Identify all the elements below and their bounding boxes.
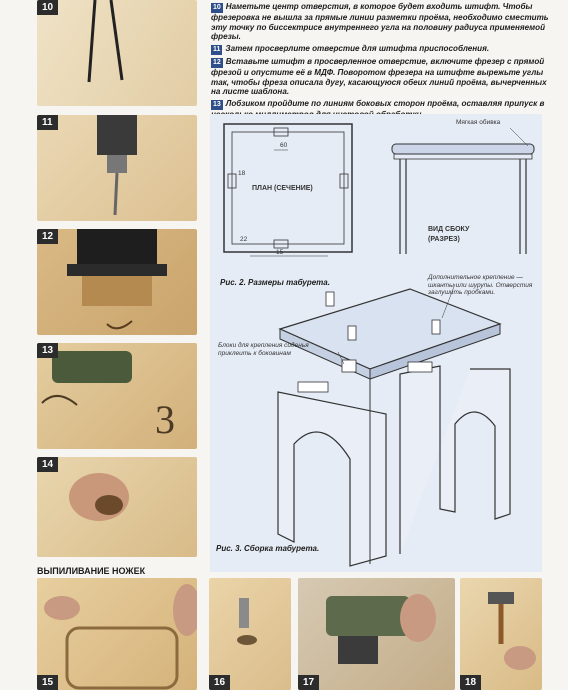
soft-cover-label: Мягкая обивка [456,119,501,126]
fig3-note-top: Дополнительное крепление — шканты или шурупы. Отверстия заглушить пробками. [428,274,533,296]
drill-bit-icon [209,578,291,690]
step-badge: 18 [460,675,481,690]
plan-label: ПЛАН (СЕЧЕНИЕ) [252,185,313,192]
drawing-panel [210,114,542,572]
step-badge: 12 [37,229,58,244]
jigsaw-icon [298,578,455,690]
step-badge: 11 [37,115,58,130]
side-label-2: (РАЗРЕЗ) [428,236,460,243]
photo-step-10 [37,0,197,106]
step-badge: 17 [298,675,319,690]
photo-step-14 [37,457,197,557]
jigsaw-icon [37,343,197,449]
section-title: ВЫПИЛИВАНИЕ НОЖЕК [37,566,146,576]
dim-label: 22 [240,236,248,243]
hands-icon [37,578,197,690]
fig2-caption: Рис. 2. Размеры табурета. [220,278,330,287]
photo-step-13 [37,343,197,449]
step-badge: 13 [37,343,58,358]
step-badge: 16 [209,675,230,690]
photo-step-18 [460,578,542,690]
photo-step-11 [37,115,197,221]
sanding-icon [37,457,197,557]
photo-step-17 [298,578,455,690]
photo-step-15 [37,578,197,690]
photo-step-16 [209,578,291,690]
hammer-icon [460,578,542,690]
step-badge: 14 [37,457,58,472]
fig3-caption: Рис. 3. Сборка табурета. [216,544,320,553]
divider-tool-icon [37,0,197,106]
instruction-11: 11 Затем просверлите отверстие для штифта приспособления. [213,44,490,54]
step-badge: 15 [37,675,58,690]
svg-text:3: 3 [155,397,175,442]
instruction-10: 10 Наметьте центр отверстия, в которое будет входить штифт. Чтобы фрезеровка не вышла за прямые линии разметки проёма, необходимо сместить эту точку по биссектрисе внутреннего угла на половину радиуса применяемой фрезы. [211,2,549,42]
dim-label: 15 [276,249,284,256]
drill-icon [37,115,197,221]
router-icon [37,229,197,335]
instruction-12: 12 Вставьте штифт в просверленное отверстие, включите фрезер с прямой фрезой и опустите её в МДФ. Поворотом фрезера на штифте вырежьте углы так, чтобы фреза описала дугу, касающуюся обеих линий проёма, вычерченных на листе шаблона. [211,56,547,97]
instruction-13: 13 Лобзиком пройдите по линиям боковых сторон проёма, оставляя припуск в [213,99,545,109]
fig3-note-left: Блоки для крепления сиденья приклеить к боковинам [218,342,309,357]
dim-label: 60 [280,142,288,149]
dim-label: 18 [238,170,246,177]
photo-step-12 [37,229,197,335]
side-label-1: ВИД СБОКУ [428,226,470,233]
step-badge: 10 [37,0,58,15]
